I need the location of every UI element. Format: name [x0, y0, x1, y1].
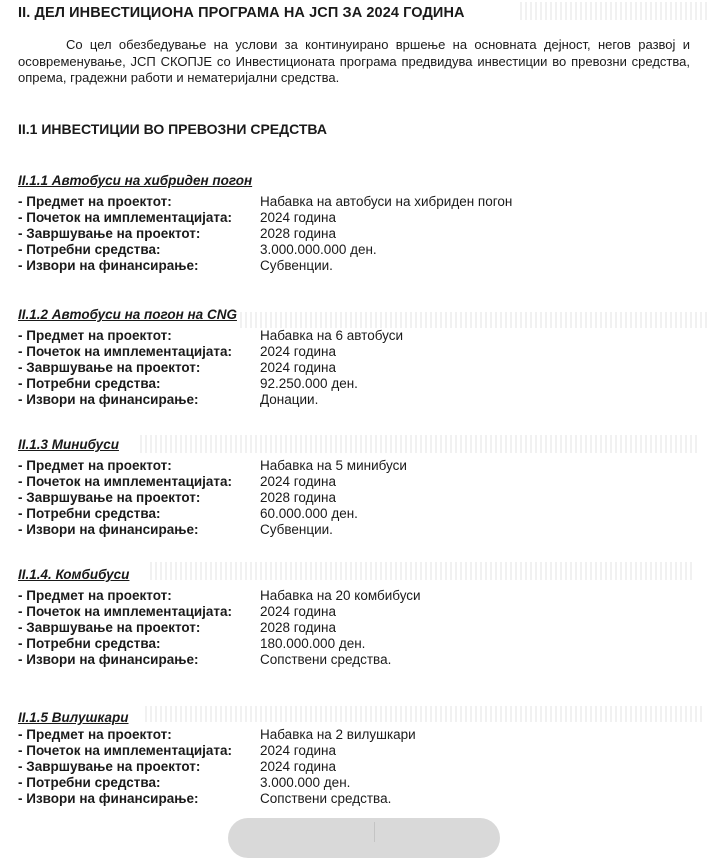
- project-row-start: [18, 604, 698, 620]
- project-row-end: [18, 620, 698, 636]
- project-row-subject: [18, 194, 698, 210]
- row-value: 2024 година: [260, 604, 337, 619]
- row-label: - Завршување на проектот:: [18, 620, 201, 635]
- project-row-start: [18, 344, 698, 360]
- row-value: 2028 година: [260, 620, 337, 635]
- intro-paragraph: Со цел обезбедување на услови за континуирано вршење на основната дејност, негов развој и осовременување, ЈСП СКОПЈЕ со Инвестиционата програма предвидува инвестиции во превозни средства, опрема, градежни работи и нематеријални средства.: [18, 37, 690, 85]
- row-label: - Предмет на проектот:: [18, 194, 172, 209]
- row-label: - Предмет на проектот:: [18, 458, 172, 473]
- project-row-start: [18, 210, 698, 226]
- row-value: Набавка на 20 комбибуси: [260, 588, 421, 603]
- project-row-funds: [18, 376, 698, 392]
- row-label: - Извори на финансирање:: [18, 791, 199, 806]
- project-row-sources: [18, 791, 698, 807]
- row-label: - Почеток на имплементацијата:: [18, 604, 233, 619]
- project-row-start: [18, 743, 698, 759]
- row-value: 2024 година: [260, 474, 337, 489]
- row-value: Набавка на 5 минибуси: [260, 458, 407, 473]
- row-value: Набавка на 2 вилушкари: [260, 727, 416, 742]
- row-value: 180.000.000 ден.: [260, 636, 366, 651]
- toolbar-divider: [374, 822, 375, 842]
- row-value: 2024 година: [260, 759, 337, 774]
- row-label: - Извори на финансирање:: [18, 258, 199, 273]
- project-row-sources: [18, 652, 698, 668]
- row-label: - Почеток на имплементацијата:: [18, 344, 233, 359]
- project-item: [18, 709, 698, 807]
- project-row-sources: [18, 522, 698, 538]
- row-label: - Извори на финансирање:: [18, 392, 199, 407]
- row-label: - Завршување на проектот:: [18, 360, 201, 375]
- row-value: Донации.: [260, 392, 319, 407]
- row-value: 2024 година: [260, 743, 337, 758]
- row-label: - Предмет на проектот:: [18, 727, 172, 742]
- row-label: - Предмет на проектот:: [18, 588, 172, 603]
- project-row-start: [18, 474, 698, 490]
- section-title: II.1 ИНВЕСТИЦИИ ВО ПРЕВОЗНИ СРЕДСТВА: [18, 121, 327, 137]
- row-value: 60.000.000 ден.: [260, 506, 358, 521]
- row-value: Сопствени средства.: [260, 791, 392, 806]
- row-value: Субвенции.: [260, 258, 333, 273]
- row-value: 3.000.000 ден.: [260, 775, 351, 790]
- row-label: - Почеток на имплементацијата:: [18, 210, 233, 225]
- row-label: - Потребни средства:: [18, 242, 161, 257]
- row-label: - Почеток на имплементацијата:: [18, 474, 233, 489]
- project-row-funds: [18, 506, 698, 522]
- project-item: [18, 436, 698, 538]
- project-row-end: [18, 360, 698, 376]
- row-value: 2028 година: [260, 490, 337, 505]
- row-label: - Потребни средства:: [18, 636, 161, 651]
- row-label: - Потребни средства:: [18, 775, 161, 790]
- project-title: II.1.5 Вилушкари: [18, 710, 129, 725]
- project-row-funds: [18, 242, 698, 258]
- project-item: [18, 172, 698, 274]
- project-row-end: [18, 490, 698, 506]
- project-row-sources: [18, 392, 698, 408]
- project-row-subject: [18, 588, 698, 604]
- row-value: Набавка на 6 автобуси: [260, 328, 404, 343]
- row-label: - Предмет на проектот:: [18, 328, 172, 343]
- row-value: 2024 година: [260, 360, 337, 375]
- row-value: 2024 година: [260, 210, 337, 225]
- project-row-funds: [18, 775, 698, 791]
- project-title: II.1.2 Автобуси на погон на CNG: [18, 307, 237, 322]
- row-value: Сопствени средства.: [260, 652, 392, 667]
- project-item: [18, 306, 698, 408]
- project-row-end: [18, 759, 698, 775]
- project-row-end: [18, 226, 698, 242]
- project-row-sources: [18, 258, 698, 274]
- row-value: Набавка на автобуси на хибриден погон: [260, 194, 513, 209]
- row-label: - Потребни средства:: [18, 506, 161, 521]
- project-title: II.1.1 Автобуси на хибриден погон: [18, 173, 253, 188]
- project-title: II.1.3 Минибуси: [18, 437, 119, 452]
- row-label: - Завршување на проектот:: [18, 490, 201, 505]
- row-label: - Извори на финансирање:: [18, 522, 199, 537]
- row-label: - Извори на финансирање:: [18, 652, 199, 667]
- row-value: Субвенции.: [260, 522, 333, 537]
- row-label: - Завршување на проектот:: [18, 226, 201, 241]
- project-row-subject: [18, 328, 698, 344]
- row-label: - Завршување на проектот:: [18, 759, 201, 774]
- project-item: [18, 566, 698, 668]
- project-row-subject: [18, 727, 698, 743]
- row-label: - Почеток на имплементацијата:: [18, 743, 233, 758]
- project-row-subject: [18, 458, 698, 474]
- viewer-toolbar[interactable]: [228, 818, 500, 858]
- document-heading: II. ДЕЛ ИНВЕСТИЦИОНА ПРОГРАМА НА ЈСП ЗА 2024 ГОДИНА: [18, 5, 465, 21]
- scan-artifact: [520, 2, 710, 20]
- row-label: - Потребни средства:: [18, 376, 161, 391]
- row-value: 2024 година: [260, 344, 337, 359]
- project-title: II.1.4. Комбибуси: [18, 567, 130, 582]
- row-value: 92.250.000 ден.: [260, 376, 358, 391]
- row-value: 3.000.000.000 ден.: [260, 242, 377, 257]
- project-row-funds: [18, 636, 698, 652]
- row-value: 2028 година: [260, 226, 337, 241]
